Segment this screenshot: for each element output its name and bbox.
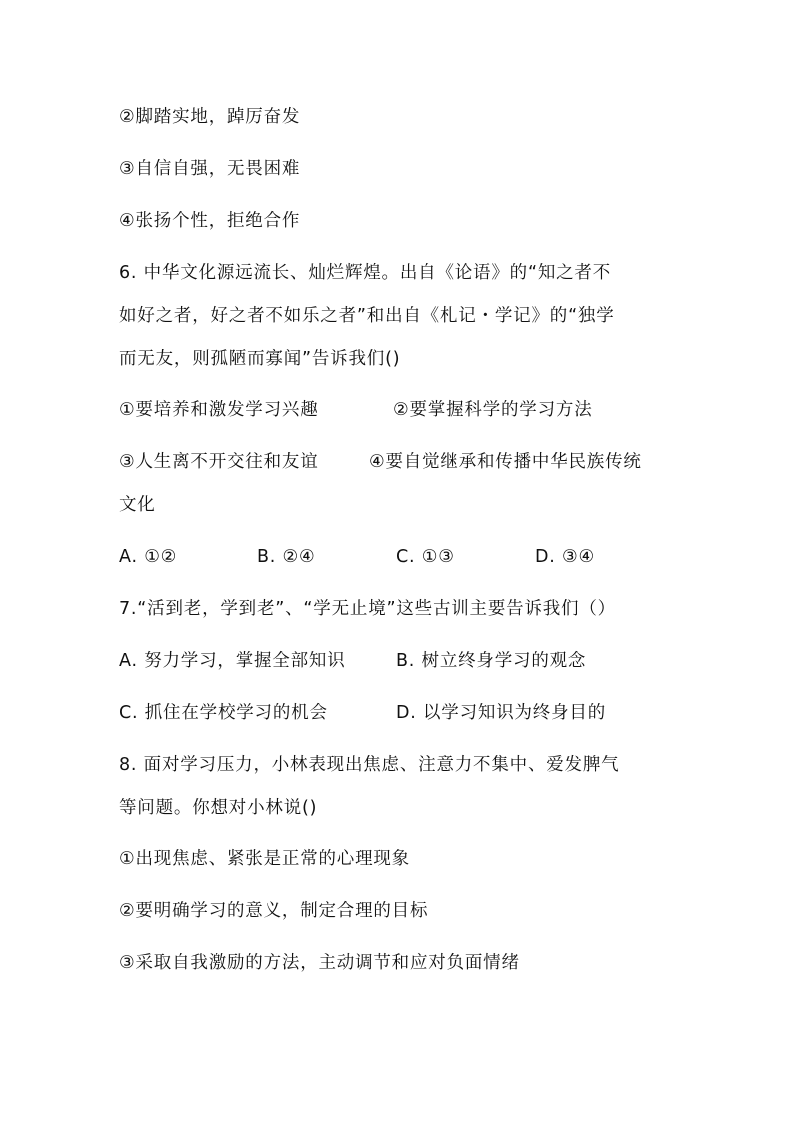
q6-stem-line-3: 而无友，则孤陋而寡闻”告诉我们(): [119, 349, 401, 369]
q6-choice-d: D. ③④: [535, 547, 595, 567]
q8-statement-1: ①出现焦虑、紧张是正常的心理现象: [119, 849, 410, 869]
q6-statement-3: ③人生离不开交往和友谊: [119, 452, 319, 472]
q6-stem-line-2: 如好之者，好之者不如乐之者”和出自《札记・学记》的“独学: [119, 306, 615, 326]
q6-choice-a: A. ①②: [119, 547, 178, 567]
q8-stem-line-1: 8. 面对学习压力，小林表现出焦虑、注意力不集中、爱发脾气: [119, 755, 620, 775]
q6-statement-4-line-1: ④要自觉继承和传播中华民族传统: [369, 452, 642, 472]
q5-option-4: ④张扬个性，拒绝合作: [119, 211, 301, 231]
q6-choice-b: B. ②④: [257, 547, 316, 567]
q7-stem: 7.“活到老，学到老”、“学无止境”这些古训主要告诉我们（）: [119, 599, 616, 619]
q7-choice-d: D. 以学习知识为终身目的: [396, 703, 606, 723]
q6-statement-1: ①要培养和激发学习兴趣: [119, 400, 319, 420]
q5-option-3: ③自信自强，无畏困难: [119, 159, 301, 179]
q6-stem-line-1: 6. 中华文化源远流长、灿烂辉煌。出自《论语》的“知之者不: [119, 263, 612, 283]
q7-choice-c: C. 抓住在学校学习的机会: [119, 703, 328, 723]
q8-statement-3: ③采取自我激励的方法，主动调节和应对负面情绪: [119, 953, 520, 973]
q8-statement-2: ②要明确学习的意义，制定合理的目标: [119, 901, 429, 921]
q7-choice-a: A. 努力学习，掌握全部知识: [119, 651, 346, 671]
q6-statement-4-line-2: 文化: [119, 495, 156, 515]
q6-choice-c: C. ①③: [396, 547, 455, 567]
q7-choice-b: B. 树立终身学习的观念: [396, 651, 587, 671]
q5-option-2: ②脚踏实地，踔厉奋发: [119, 107, 301, 127]
q8-stem-line-2: 等问题。你想对小林说(): [119, 798, 318, 818]
q6-statement-2: ②要掌握科学的学习方法: [393, 400, 593, 420]
